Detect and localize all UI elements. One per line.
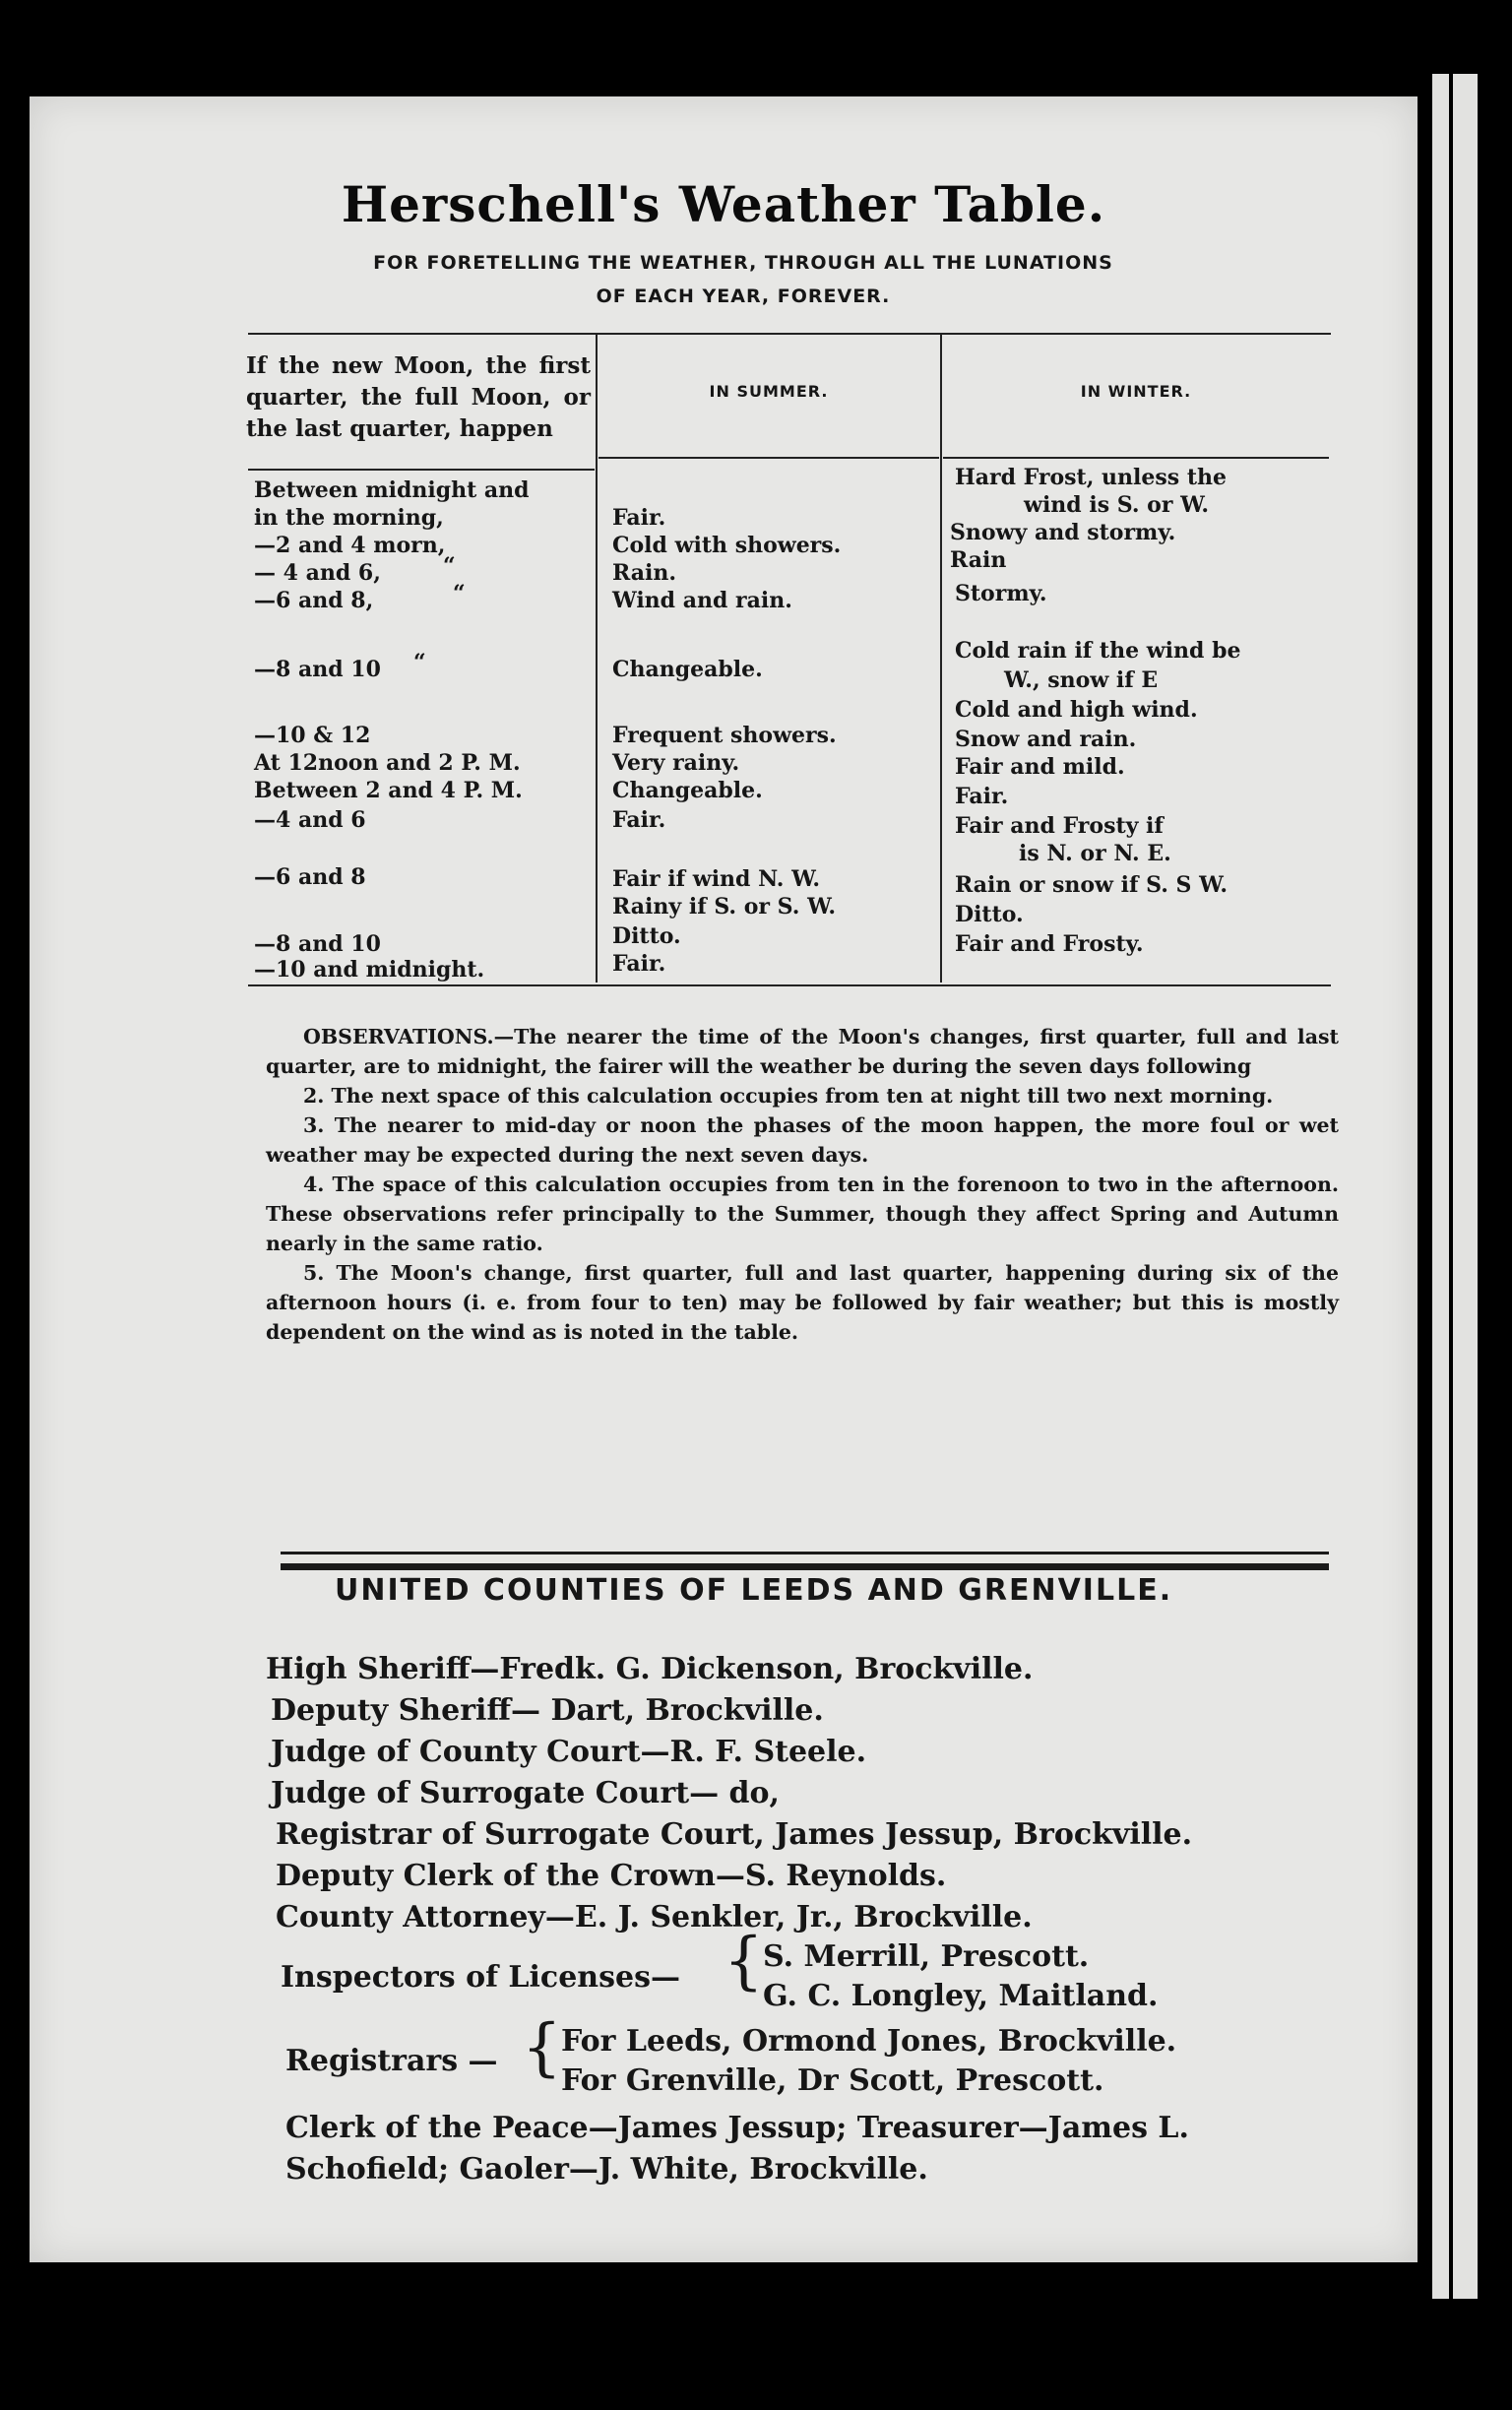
inspector-line: S. Merrill, Prescott. bbox=[763, 1939, 1090, 1974]
winter-cell: Rain bbox=[950, 547, 1007, 573]
col1-header: If the new Moon, the first quarter, the full Moon, or the last quarter, happen bbox=[246, 352, 591, 442]
column-divider-2 bbox=[940, 333, 942, 983]
registrars-label: Registrars — bbox=[285, 2044, 498, 2078]
winter-cell: W., snow if E bbox=[1004, 667, 1159, 693]
time-cell: —8 and 10 bbox=[254, 931, 381, 957]
table-bottom-rule bbox=[248, 984, 1331, 986]
closing-line: Schofield; Gaoler—J. White, Brockville. bbox=[285, 2152, 928, 2187]
inspector-line: G. C. Longley, Maitland. bbox=[763, 1979, 1159, 2013]
summer-cell: Cold with showers. bbox=[612, 533, 842, 558]
page-gutter-shadow bbox=[1449, 74, 1453, 2299]
winter-cell: Stormy. bbox=[955, 581, 1047, 606]
winter-cell: Snow and rain. bbox=[955, 727, 1137, 752]
officer-line: Deputy Clerk of the Crown—S. Reynolds. bbox=[276, 1859, 947, 1893]
col2-header-rule bbox=[598, 457, 939, 459]
inspectors-label: Inspectors of Licenses— bbox=[281, 1960, 680, 1995]
summer-cell: Ditto. bbox=[612, 923, 681, 949]
winter-cell: Snowy and stormy. bbox=[950, 520, 1176, 545]
brace-icon: { bbox=[522, 2011, 562, 2084]
officer-line: Registrar of Surrogate Court, James Jessup, Brockville. bbox=[276, 1817, 1193, 1852]
time-cell: —6 and 8, bbox=[254, 588, 374, 613]
observation-paragraph: OBSERVATIONS.—The nearer the time of the Moon's changes, first quarter, full and last quarter, are to midnight, the fairer will the weather be during the seven days following bbox=[266, 1025, 1339, 1078]
page-title: Herschell's Weather Table. bbox=[341, 175, 1106, 233]
almanac-page bbox=[30, 96, 1418, 2262]
summer-cell: Fair if wind N. W. bbox=[612, 866, 821, 892]
time-cell: Between 2 and 4 P. M. bbox=[254, 778, 523, 803]
winter-cell: Fair. bbox=[955, 784, 1009, 809]
winter-cell: Cold and high wind. bbox=[955, 697, 1198, 723]
registrar-line: For Grenville, Dr Scott, Prescott. bbox=[561, 2063, 1104, 2098]
observation-paragraph: 3. The nearer to mid-day or noon the phases of the moon happen, the more foul or wet weather may be expected during the next seven days. bbox=[266, 1113, 1339, 1167]
observation-paragraph: 4. The space of this calculation occupies from ten in the forenoon to two in the afternoon. These observations refer principally to the Summer, though they affect Spring and Autumn nearly in the same ratio. bbox=[266, 1173, 1339, 1255]
winter-cell: Rain or snow if S. S W. bbox=[955, 872, 1228, 898]
summer-cell: Frequent showers. bbox=[612, 723, 837, 748]
registrar-line: For Leeds, Ormond Jones, Brockville. bbox=[561, 2024, 1177, 2059]
observation-paragraph: 5. The Moon's change, first quarter, full and last quarter, happening during six of the afternoon hours (i. e. from four to ten) may be followed by fair weather; but this is mostly dependent on the wind as is noted in the table. bbox=[266, 1261, 1339, 1344]
officer-line: Judge of Surrogate Court— do, bbox=[271, 1776, 780, 1810]
winter-cell: Fair and mild. bbox=[955, 754, 1125, 780]
summer-cell: Changeable. bbox=[612, 657, 763, 682]
time-cell: —8 and 10 bbox=[254, 657, 381, 682]
time-cell: —10 & 12 bbox=[254, 723, 371, 748]
time-cell: Between midnight and bbox=[254, 477, 530, 503]
officer-line: Deputy Sheriff— Dart, Brockville. bbox=[271, 1693, 824, 1728]
winter-cell: Fair and Frosty if bbox=[955, 813, 1164, 839]
col1-header-rule bbox=[248, 469, 595, 471]
col3-header-rule bbox=[943, 457, 1329, 459]
table-top-rule bbox=[248, 333, 1331, 335]
winter-cell: Cold rain if the wind be bbox=[955, 638, 1241, 664]
section-title: UNITED COUNTIES OF LEEDS AND GRENVILLE. bbox=[335, 1573, 1173, 1608]
summer-cell: Wind and rain. bbox=[612, 588, 792, 613]
winter-cell: is N. or N. E. bbox=[1019, 841, 1171, 866]
observations bbox=[266, 1022, 1339, 1347]
winter-cell: Hard Frost, unless the bbox=[955, 465, 1227, 490]
summer-cell: Rain. bbox=[612, 560, 677, 586]
officer-line: County Attorney—E. J. Senkler, Jr., Brockville. bbox=[276, 1900, 1033, 1934]
time-cell: — 4 and 6, bbox=[254, 560, 381, 586]
winter-cell: Fair and Frosty. bbox=[955, 931, 1144, 957]
col2-header: IN SUMMER. bbox=[709, 382, 829, 401]
winter-cell: Ditto. bbox=[955, 902, 1024, 927]
ditto-mark: “ bbox=[453, 581, 466, 606]
summer-cell: Fair. bbox=[612, 951, 666, 977]
winter-cell: wind is S. or W. bbox=[1024, 492, 1210, 518]
summer-cell: Fair. bbox=[612, 807, 666, 833]
time-cell: —10 and midnight. bbox=[254, 957, 485, 983]
section-divider-thin bbox=[281, 1552, 1329, 1554]
summer-cell: Rainy if S. or S. W. bbox=[612, 894, 837, 920]
time-cell: At 12noon and 2 P. M. bbox=[254, 750, 521, 776]
summer-cell: Changeable. bbox=[612, 778, 763, 803]
time-cell: —6 and 8 bbox=[254, 864, 366, 890]
observation-paragraph: 2. The next space of this calculation occupies from ten at night till two next morning. bbox=[303, 1084, 1274, 1108]
summer-cell: Fair. bbox=[612, 505, 666, 531]
col3-header: IN WINTER. bbox=[1080, 382, 1192, 401]
summer-cell: Very rainy. bbox=[612, 750, 740, 776]
ditto-mark: “ bbox=[443, 553, 456, 579]
time-cell: —2 and 4 morn, bbox=[254, 533, 446, 558]
officer-line: High Sheriff—Fredk. G. Dickenson, Brockville. bbox=[266, 1652, 1034, 1686]
subtitle-line-1: FOR FORETELLING THE WEATHER, THROUGH ALL THE LUNATIONS bbox=[373, 252, 1113, 274]
brace-icon: { bbox=[724, 1925, 764, 1998]
officer-line: Judge of County Court—R. F. Steele. bbox=[271, 1735, 867, 1769]
time-cell: in the morning, bbox=[254, 505, 444, 531]
time-cell: —4 and 6 bbox=[254, 807, 366, 833]
adjacent-page-edge bbox=[1432, 74, 1478, 2299]
closing-line: Clerk of the Peace—James Jessup; Treasurer—James L. bbox=[285, 2111, 1189, 2145]
subtitle-line-2: OF EACH YEAR, FOREVER. bbox=[596, 285, 891, 307]
ditto-mark: “ bbox=[413, 650, 426, 675]
section-divider-thick bbox=[281, 1563, 1329, 1570]
column-divider-1 bbox=[596, 333, 598, 983]
